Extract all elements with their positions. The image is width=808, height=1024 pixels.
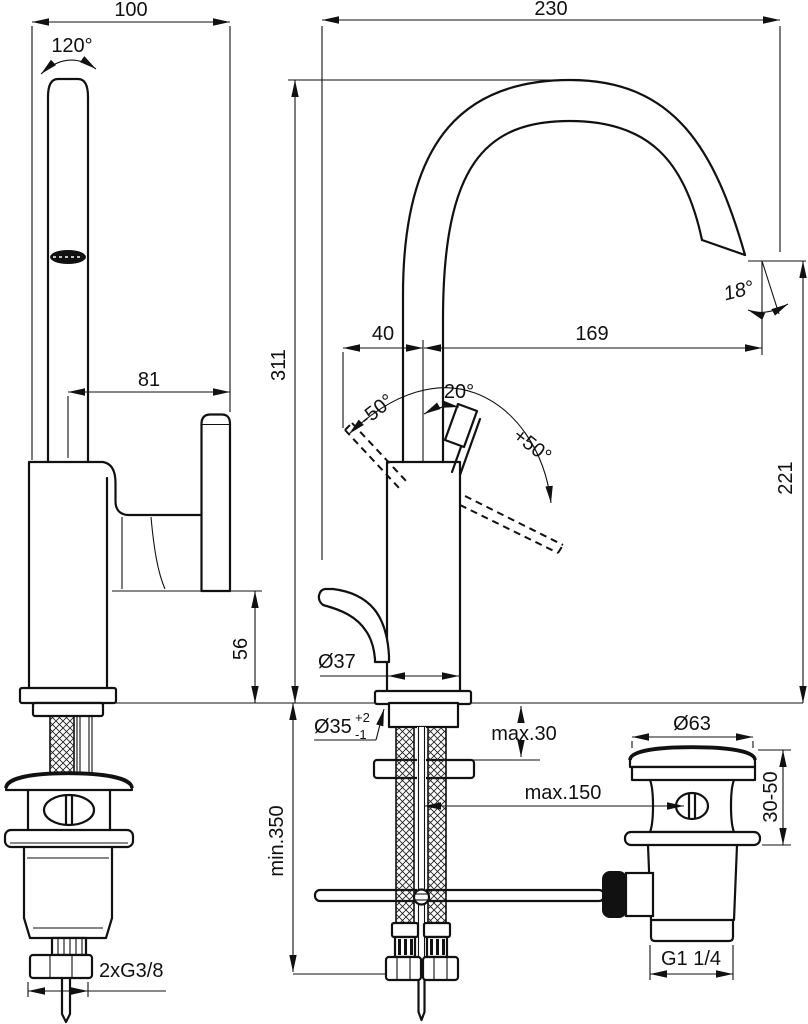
rod-linkage-sleeve [626,873,653,916]
swivel-arc [41,60,96,74]
base-plate-side [20,688,116,703]
handle-side [202,415,231,592]
dim-lever-right-label: +50° [508,424,556,468]
supply-hose-side [50,716,74,776]
dim-body-diameter-label: Ø37 [318,651,356,673]
dim-hole-tol-minus: -1 [355,727,367,742]
front-view [266,0,806,1020]
dim-waste-cap-label: Ø63 [673,713,711,735]
dim-lever-left-label: -50° [355,389,399,431]
dim-swivel-angle-label: 120° [51,35,93,57]
pop-up-waste-side [5,773,133,1022]
dim-lever-tilt-label: 20° [443,381,475,403]
dim-total-depth-label: 230 [534,0,568,20]
dim-outlet-height-label: 221 [775,461,797,495]
dim-supply-thread-label: 2xG3/8 [99,960,164,982]
dim-clearance-label: 56 [230,637,252,661]
dim-handle-offset-label: 81 [137,369,161,391]
supply-hose-right [428,727,446,932]
supply-nut-side [30,955,92,978]
dim-outlet-angle-label: 18° [721,276,757,306]
rod-ball-joint [414,890,429,905]
dim-lever-offset-label: 40 [371,323,395,345]
lever-swing-range [345,381,563,553]
dim-spout-reach-label: 169 [575,323,609,345]
pop-up-waste-front [602,747,760,941]
spout-front-inner [443,121,702,462]
supply-hose-left [396,727,414,932]
body-front [387,462,460,692]
dim-waste-thread-label: G1 1/4 [660,948,722,970]
pop-up-rod-bar [315,890,604,901]
dim-deck-thickness-label: max.30 [491,723,557,745]
side-view [5,0,262,1022]
dim-hose-length-label: min.350 [266,805,288,877]
dim-waste-height-label: 30-50 [760,771,782,823]
dim-hole-diameter-label: Ø35 [314,716,352,738]
dim-rod-length-label: max.150 [524,782,602,804]
dim-total-width-label: 100 [114,0,148,21]
spout-outlet-face [702,240,745,255]
body-side [29,462,202,688]
dim-hole-tol-plus: +2 [355,710,370,725]
rod-linkage-knob [602,871,627,918]
spout-front-outer [403,80,745,462]
dim-total-height-label: 311 [268,349,290,381]
